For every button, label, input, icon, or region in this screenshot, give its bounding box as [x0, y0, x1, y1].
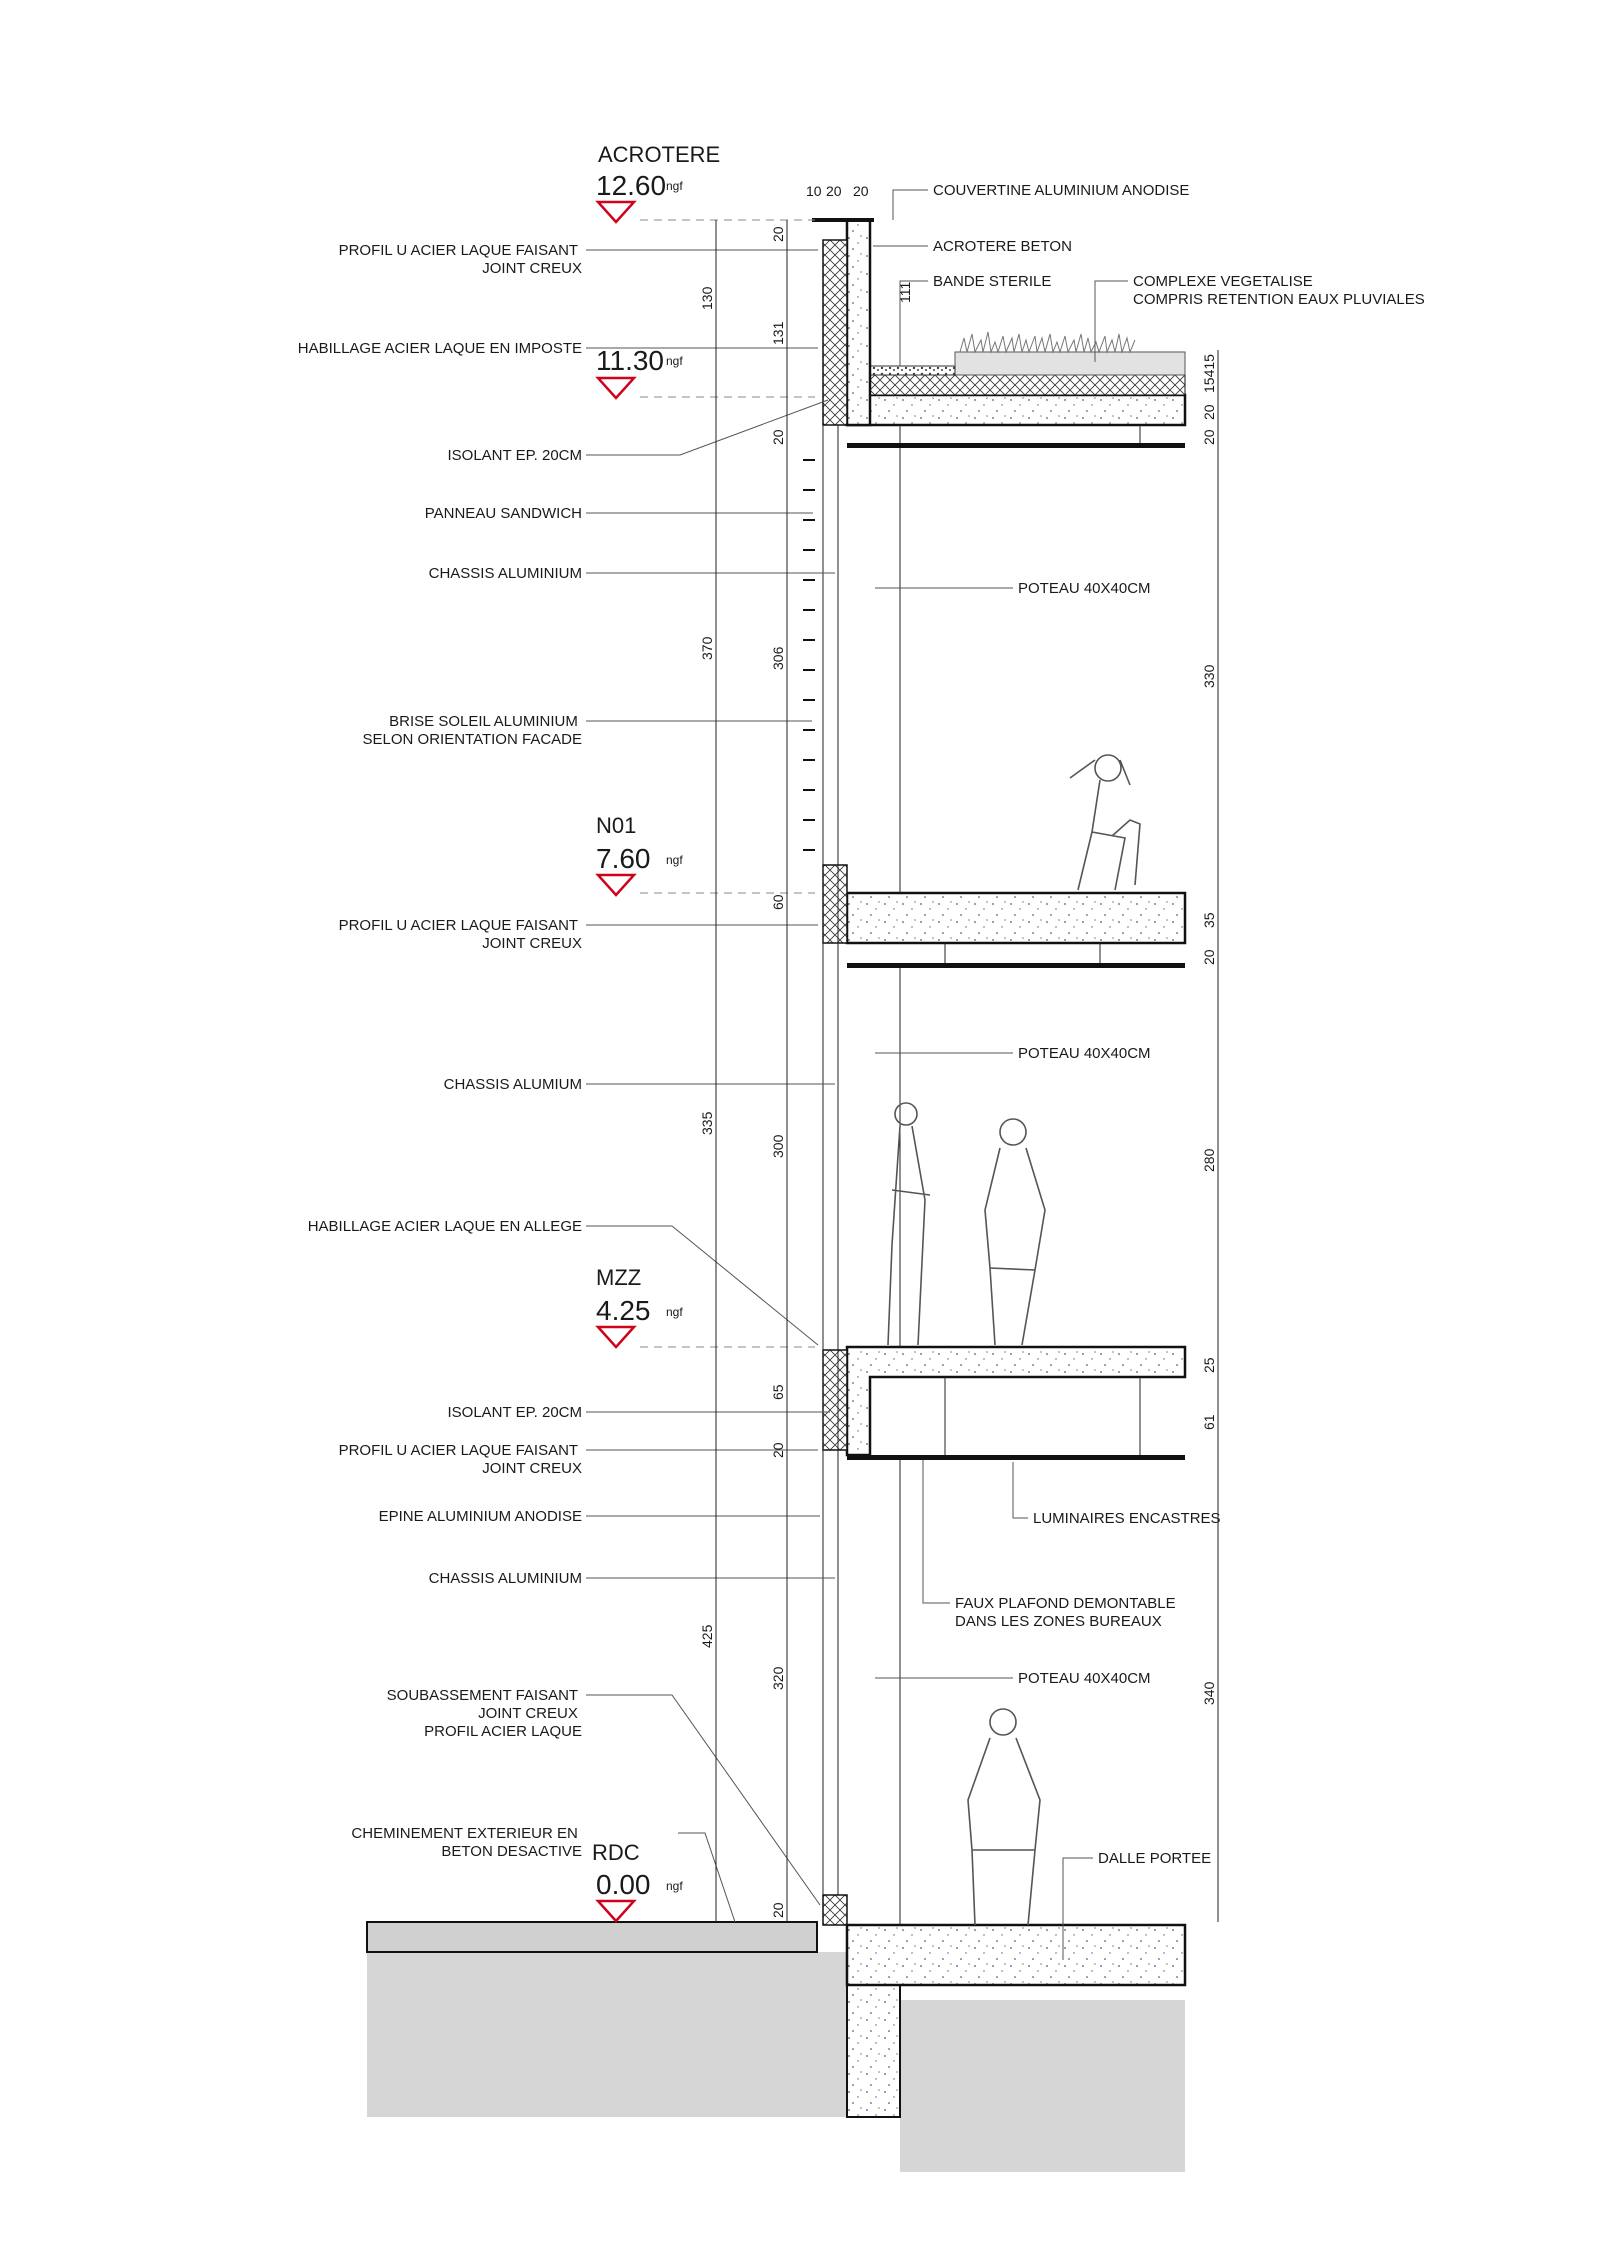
level-unit: ngf: [666, 1879, 683, 1893]
soil-right: [900, 2000, 1185, 2172]
dim-inner: 20: [770, 1902, 786, 1918]
dim-top-width: 20: [853, 183, 869, 199]
level-unit: ngf: [666, 354, 683, 368]
dim-inner: 60: [770, 894, 786, 910]
dim-top-width: 10: [806, 183, 822, 199]
level-unit: ngf: [666, 853, 683, 867]
label-chassis-2: CHASSIS ALUMINIUM: [428, 1570, 582, 1587]
label-acrotere-beton: ACROTERE BETON: [933, 238, 1072, 255]
dim-right: 61: [1201, 1414, 1217, 1430]
mzz-ceiling-plate: [847, 1455, 1185, 1460]
label-complexe-vegetalise: COMPLEXE VEGETALISE COMPRIS RETENTION EAUX PLUVIALES: [1133, 273, 1425, 308]
dim-right: 20: [1201, 404, 1217, 420]
n01-slab-body: [847, 893, 1185, 943]
slab-mzz: [823, 1347, 1185, 1460]
level-name: MZZ: [596, 1265, 642, 1290]
label-luminaires: LUMINAIRES ENCASTRES: [1033, 1510, 1221, 1527]
label-couvertine: COUVERTINE ALUMINIUM ANODISE: [933, 182, 1190, 199]
dim-inner: 65: [770, 1384, 786, 1400]
sterile-band: [870, 366, 955, 375]
dim-inner: 306: [770, 646, 786, 670]
level-value: 0.00: [596, 1869, 651, 1900]
mzz-edge-insulation: [823, 1350, 847, 1450]
label-profil-u-2: PROFIL U ACIER LAQUE FAISANT JOINT CREUX: [338, 917, 582, 952]
roof-parapet: [847, 220, 870, 425]
ground-slab: [847, 1925, 1185, 1985]
dim-inner: 320: [770, 1666, 786, 1690]
label-isolant-1: ISOLANT EP. 20CM: [447, 447, 582, 464]
level-triangle-icon: [598, 378, 634, 398]
parapet-insulation: [823, 240, 847, 425]
label-isolant-2: ISOLANT EP. 20CM: [447, 1404, 582, 1421]
level-triangle-icon: [598, 202, 634, 222]
roof-slab-body: [847, 395, 1185, 425]
label-habillage-imposte: HABILLAGE ACIER LAQUE EN IMPOSTE: [297, 340, 582, 357]
label-profil-u-1: PROFIL U ACIER LAQUE FAISANT JOINT CREUX: [338, 242, 582, 277]
soil-left: [367, 1952, 847, 2117]
label-profil-u-3: PROFIL U ACIER LAQUE FAISANT JOINT CREUX: [338, 1442, 582, 1477]
label-dalle-portee: DALLE PORTEE: [1098, 1850, 1212, 1867]
dim-right: 20: [1201, 429, 1217, 445]
dim-outer: 425: [699, 1624, 715, 1648]
level-acrotere: [596, 142, 815, 222]
person-seated: [1070, 755, 1140, 890]
ground-sill: [823, 1895, 847, 1925]
person-ground: [968, 1709, 1040, 1925]
facade: [803, 425, 900, 1925]
label-brise-soleil: BRISE SOLEIL ALUMINIUM SELON ORIENTATION FACADE: [362, 713, 582, 748]
roof-insulation: [870, 375, 1185, 395]
label-chassis-alumium: CHASSIS ALUMIUM: [443, 1076, 582, 1093]
label-chassis-1: CHASSIS ALUMINIUM: [428, 565, 582, 582]
slab-n01: [823, 865, 1185, 968]
left-annotations: [298, 242, 835, 1922]
dim-top-width: 20: [826, 183, 842, 199]
n01-edge-insulation: [823, 865, 847, 943]
label-poteau-3: POTEAU 40X40CM: [1018, 1670, 1151, 1687]
label-habillage-allege: HABILLAGE ACIER LAQUE EN ALLEGE: [307, 1218, 582, 1235]
dim-outer: 335: [699, 1111, 715, 1135]
label-cheminement: CHEMINEMENT EXTERIEUR EN BETON DESACTIVE: [351, 1825, 582, 1860]
dim-right: 15415: [1201, 354, 1217, 393]
dim-inner: 20: [770, 1442, 786, 1458]
level-name: RDC: [592, 1840, 640, 1865]
dim-outer: 370: [699, 636, 715, 660]
ground: [367, 1922, 1185, 2172]
dim-right: 280: [1201, 1148, 1217, 1172]
label-faux-plafond: FAUX PLAFOND DEMONTABLE DANS LES ZONES BUREAUX: [955, 1595, 1176, 1630]
level-value: 7.60: [596, 843, 651, 874]
brise-soleil-blades: [803, 460, 815, 850]
level-n01: [596, 813, 815, 895]
level-rdc: [592, 1840, 683, 1921]
level-name: ACROTERE: [598, 142, 721, 167]
dim-inner: 20: [770, 226, 786, 242]
exterior-paving: [367, 1922, 817, 1952]
level-triangle-icon: [598, 1327, 634, 1347]
label-soubassement: SOUBASSEMENT FAISANT JOINT CREUX PROFIL ACIER LAQUE: [386, 1687, 582, 1740]
label-panneau-sandwich: PANNEAU SANDWICH: [424, 505, 582, 522]
dim-outer: 130: [699, 286, 715, 310]
label-poteau-1: POTEAU 40X40CM: [1018, 580, 1151, 597]
level-unit: ngf: [666, 179, 683, 193]
level-imposte: [596, 345, 815, 398]
level-name: N01: [596, 813, 637, 838]
dim-right: 35: [1201, 912, 1217, 928]
level-unit: ngf: [666, 1305, 683, 1319]
green-roof-tray: [955, 352, 1185, 375]
dim-inner: 111: [897, 281, 913, 303]
level-mzz: [596, 1265, 815, 1347]
vegetation: [960, 332, 1135, 352]
mzz-slab-body: [847, 1347, 1185, 1455]
dim-inner: 131: [770, 321, 786, 345]
label-bande-sterile: BANDE STERILE: [933, 273, 1052, 290]
label-epine: EPINE ALUMINIUM ANODISE: [378, 1508, 582, 1525]
right-annotations: [873, 182, 1425, 1960]
level-value: 12.60: [596, 170, 667, 201]
roof-ceiling-plate: [847, 443, 1185, 448]
dim-right: 20: [1201, 949, 1217, 965]
dim-right: 340: [1201, 1681, 1217, 1705]
dim-inner: 20: [770, 429, 786, 445]
level-triangle-icon: [598, 875, 634, 895]
level-value: 4.25: [596, 1295, 651, 1326]
dim-right: 25: [1201, 1357, 1217, 1373]
dim-inner: 300: [770, 1134, 786, 1158]
level-triangle-icon: [598, 1901, 634, 1921]
level-value: 11.30: [596, 345, 664, 376]
person-looking-up: [888, 1103, 930, 1345]
person-standing: [985, 1119, 1045, 1345]
label-poteau-2: POTEAU 40X40CM: [1018, 1045, 1151, 1062]
dim-right: 330: [1201, 664, 1217, 688]
n01-ceiling-plate: [847, 963, 1185, 968]
